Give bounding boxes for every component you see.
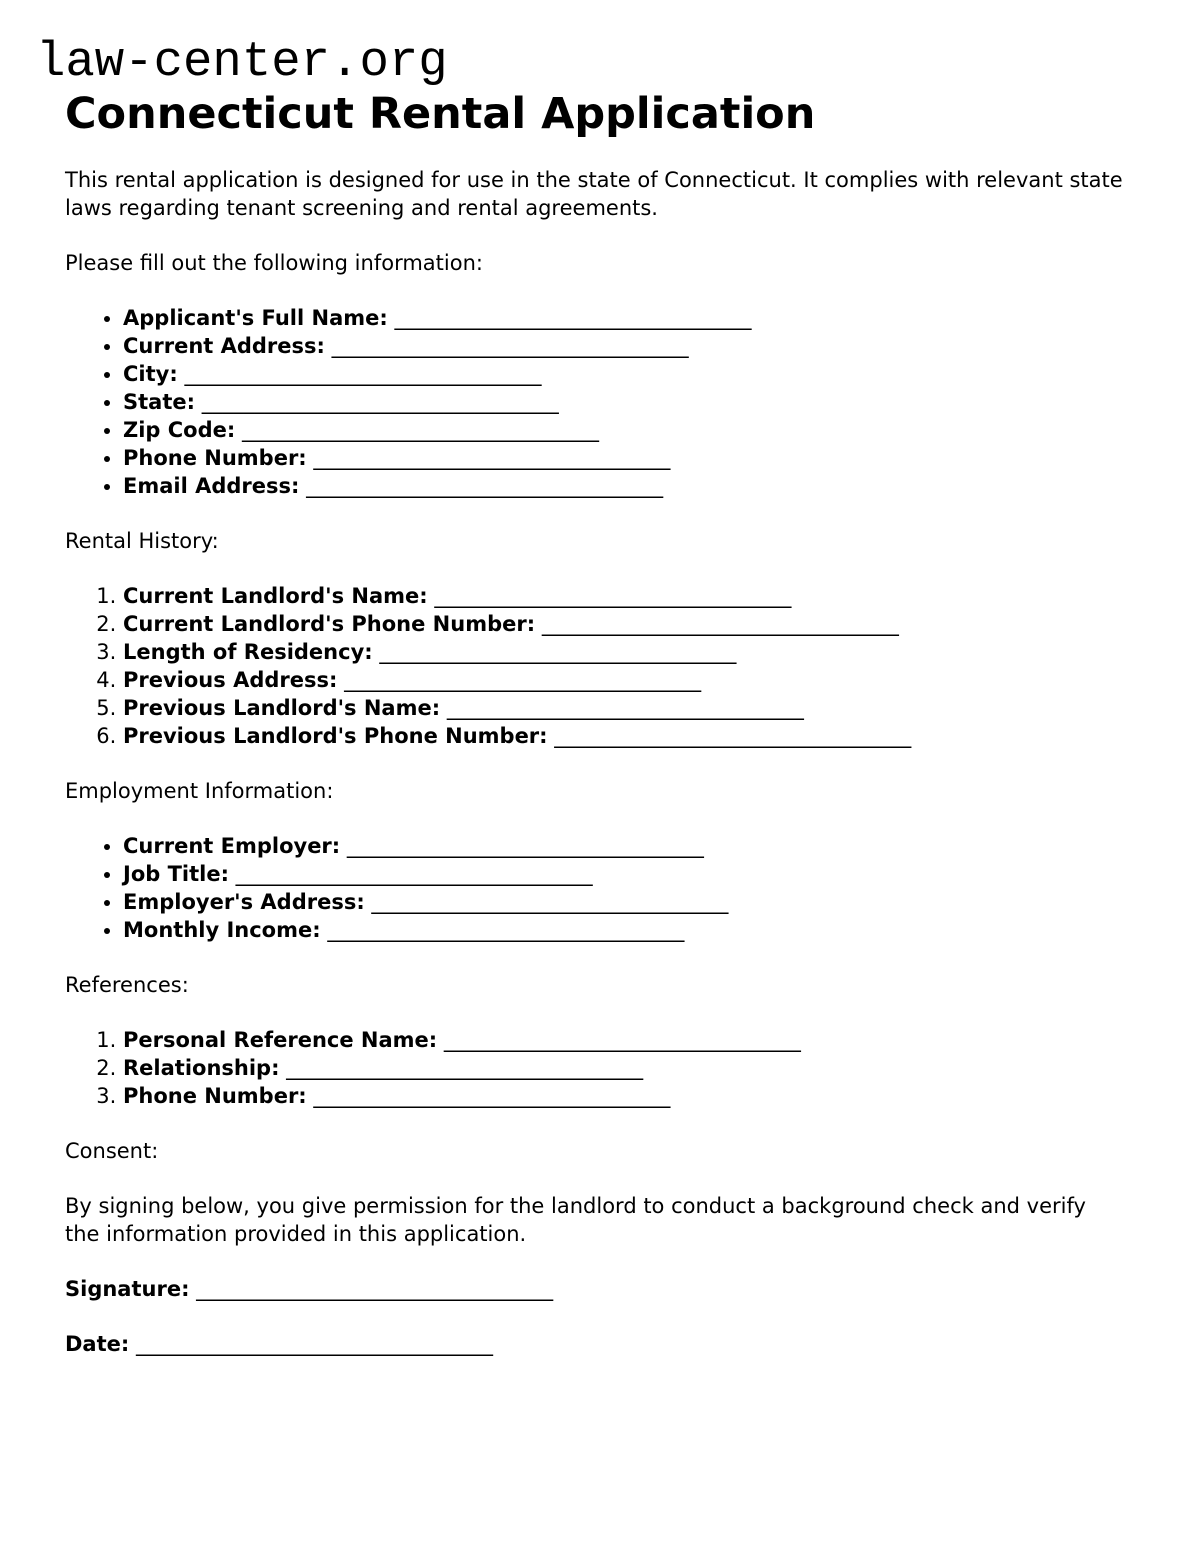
section-heading-references: References: (65, 973, 189, 998)
blank-line: __________________________________ (434, 584, 792, 609)
blank-line: __________________________________ (313, 446, 671, 471)
references-list (65, 1026, 1126, 1110)
blank-line: __________________________________ (235, 862, 593, 887)
employment-list (65, 832, 1126, 944)
consent-paragraph: By signing below, you give permission for the landlord to conduct a background check and verify the information provided in this application. (65, 1194, 1086, 1247)
blank-line: __________________________________ (241, 418, 599, 443)
field-phone-number (123, 444, 1126, 472)
blank-line: __________________________________ (554, 724, 912, 749)
blank-line: __________________________________ (379, 640, 737, 665)
field-label: Monthly Income: (123, 918, 321, 943)
field-reference-phone-number (123, 1082, 1126, 1110)
field-previous-landlord-phone (123, 722, 1126, 750)
field-city (123, 360, 1126, 388)
field-current-address (123, 332, 1126, 360)
blank-line: __________________________________ (443, 1028, 801, 1053)
field-label: Job Title: (123, 862, 229, 887)
field-label: Current Landlord's Name: (123, 584, 428, 609)
field-previous-landlord-name (123, 694, 1126, 722)
field-job-title (123, 860, 1126, 888)
blank-line: __________________________________ (371, 890, 729, 915)
fill-prompt: Please fill out the following information: (65, 251, 483, 276)
field-previous-address (123, 666, 1126, 694)
date-label: Date: (65, 1332, 130, 1357)
field-email-address (123, 472, 1126, 500)
field-label: Personal Reference Name: (123, 1028, 438, 1053)
field-label: Email Address: (123, 474, 300, 499)
field-employer-address (123, 888, 1126, 916)
blank-line: __________________________________ (184, 362, 542, 387)
blank-line: __________________________________ (331, 334, 689, 359)
field-label: Employer's Address: (123, 890, 365, 915)
blank-line: __________________________________ (446, 696, 804, 721)
blank-line: __________________________________ (306, 474, 664, 499)
section-heading-employment: Employment Information: (65, 779, 334, 804)
field-label: Previous Landlord's Phone Number: (123, 724, 548, 749)
blank-line: __________________________________ (286, 1056, 644, 1081)
field-label: Current Landlord's Phone Number: (123, 612, 536, 637)
signature-blank: __________________________________ (196, 1277, 554, 1302)
field-label: Zip Code: (123, 418, 236, 443)
field-relationship (123, 1054, 1126, 1082)
field-monthly-income (123, 916, 1126, 944)
blank-line: __________________________________ (201, 390, 559, 415)
field-label: Applicant's Full Name: (123, 306, 388, 331)
rental-history-list (65, 582, 1126, 750)
section-heading-consent: Consent: (65, 1139, 159, 1164)
field-label: Relationship: (123, 1056, 280, 1081)
blank-line: __________________________________ (346, 834, 704, 859)
field-personal-reference-name (123, 1026, 1126, 1054)
page-title: Connecticut Rental Application (65, 89, 816, 139)
field-label: State: (123, 390, 196, 415)
site-logo-text: law-center.org (36, 34, 448, 90)
blank-line: __________________________________ (313, 1084, 671, 1109)
field-label: Current Address: (123, 334, 325, 359)
field-current-employer (123, 832, 1126, 860)
field-current-landlord-phone (123, 610, 1126, 638)
field-state (123, 388, 1126, 416)
field-label: Previous Landlord's Name: (123, 696, 441, 721)
field-applicant-full-name (123, 304, 1126, 332)
blank-line: __________________________________ (394, 306, 752, 331)
field-label: Current Employer: (123, 834, 341, 859)
applicant-info-list (65, 304, 1126, 500)
blank-line: __________________________________ (327, 918, 685, 943)
signature-line (65, 1275, 1126, 1303)
section-heading-rental-history: Rental History: (65, 529, 219, 554)
field-label: Length of Residency: (123, 640, 373, 665)
field-label: Previous Address: (123, 668, 338, 693)
field-zip-code (123, 416, 1126, 444)
blank-line: __________________________________ (541, 612, 899, 637)
signature-label: Signature: (65, 1277, 190, 1302)
date-line (65, 1330, 1126, 1358)
field-label: Phone Number: (123, 446, 307, 471)
intro-paragraph: This rental application is designed for use in the state of Connecticut. It complies with relevant state laws regarding tenant screening and rental agreements. (65, 168, 1123, 221)
blank-line: __________________________________ (344, 668, 702, 693)
field-length-of-residency (123, 638, 1126, 666)
date-blank: __________________________________ (135, 1332, 493, 1357)
field-label: City: (123, 362, 178, 387)
field-current-landlord-name (123, 582, 1126, 610)
field-label: Phone Number: (123, 1084, 307, 1109)
